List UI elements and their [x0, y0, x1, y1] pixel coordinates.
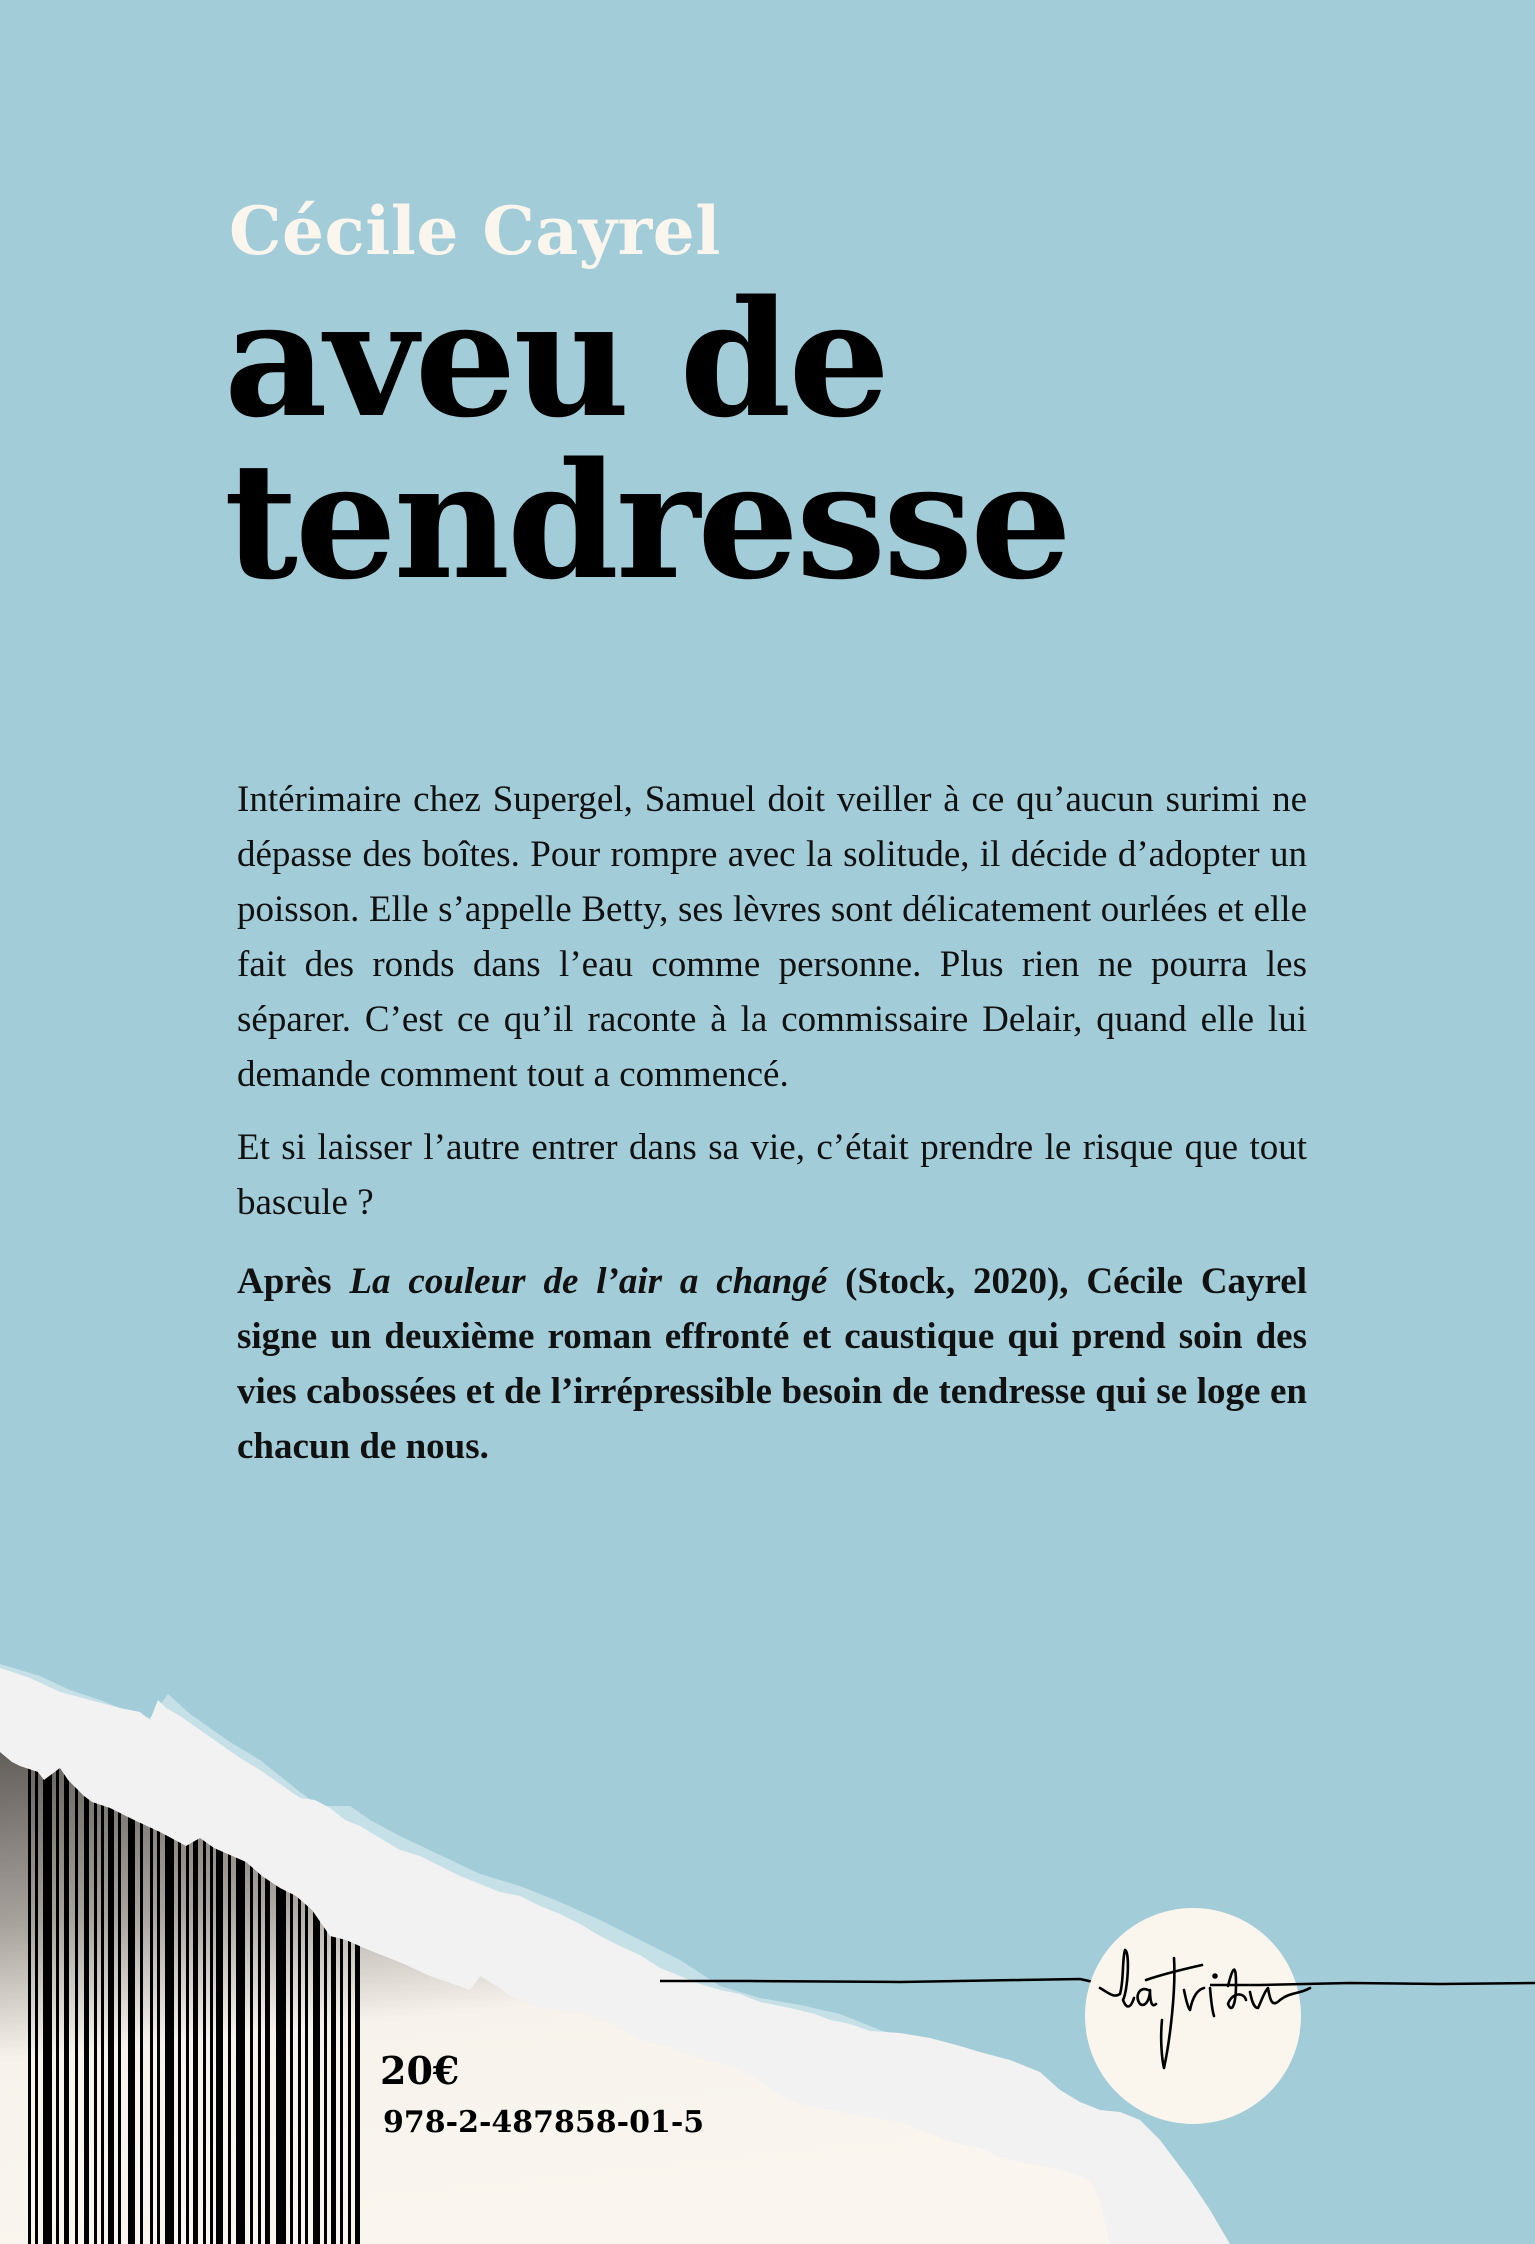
blurb-paragraph-2: Et si laisser l’autre entrer dans sa vie, c’était prendre le risque que tout bascule ? [237, 1127, 1307, 1223]
blurb-p3-suffix: (Stock, 2020), Cécile Cayrel signe un deuxième roman effronté et caustique qui prend soin des vies cabossées et de l’irrépressible besoin de tendresse qui se loge en chacun de nous. [237, 1261, 1308, 1467]
isbn: 978-2-487858-01-5 [383, 2105, 705, 2140]
blurb-paragraph-1: Intérimaire chez Supergel, Samuel doit veiller à ce qu’aucun surimi ne dépasse des boîtes. Pour rompre avec la solitude, il décide d’adopter un poisson. Elle s’appelle Betty, ses lèvres sont délicatement ourlées et elle fait des ronds dans l’eau comme personne. Plus rien ne pourra les séparer. C’est ce qu’il raconte à la commissaire Delair, quand elle lui demande comment tout a commencé. [237, 779, 1307, 1095]
title-line-2: tendresse [224, 427, 1069, 615]
previous-book-title: La couleur de l’air a changé [349, 1261, 828, 1302]
blurb-p3-prefix: Après [237, 1261, 350, 1302]
author-name: Cécile Cayrel [229, 192, 721, 270]
title-line-1: aveu de [224, 265, 888, 453]
price: 20€ [380, 2048, 460, 2093]
